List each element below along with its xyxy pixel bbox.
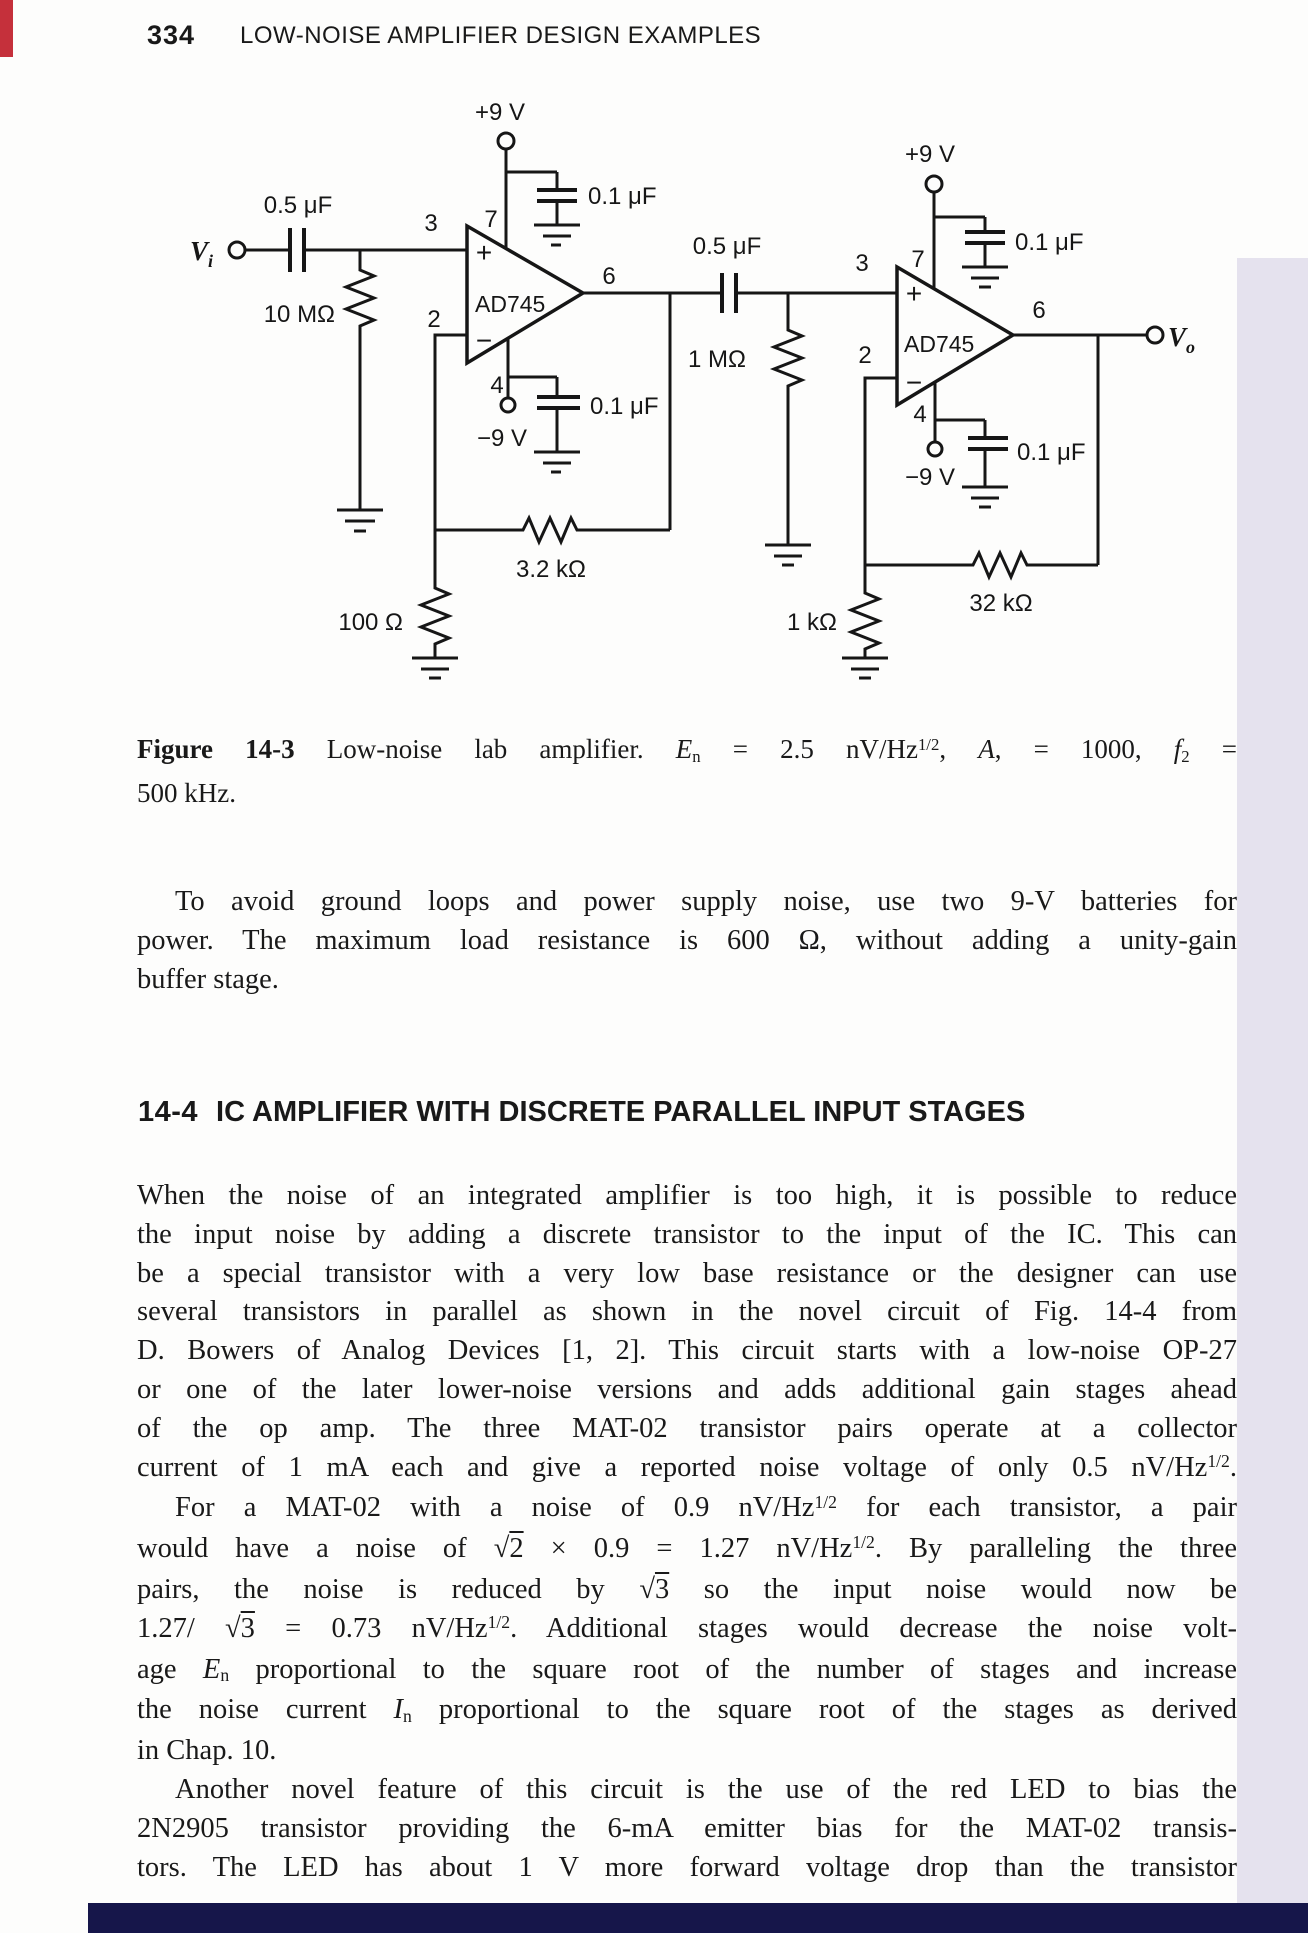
- para-ground-loops: [137, 883, 1237, 999]
- text-line: the noise current In proportional to the square root of the stages as derived: [137, 1694, 1237, 1727]
- circuit-label: 0.1 μF: [590, 393, 659, 420]
- circuit-label: 32 kΩ: [969, 590, 1033, 617]
- text-line: 2N2905 transistor providing the 6-mA emitter bias for the MAT-02 transis-: [137, 1812, 1237, 1844]
- minus9v-terminal-1: [501, 398, 515, 412]
- text-line: 1.27/ √3 = 0.73 $nV/Hz^{1/2}$. Additional stages would decrease the noise volt-: [137, 1611, 1237, 1644]
- circuit-label: −9 V: [905, 464, 956, 491]
- circuit-labels: [190, 99, 1195, 636]
- input-terminal: [229, 242, 245, 258]
- circuit-label: 4: [490, 372, 504, 399]
- circuit-label: 6: [602, 263, 616, 290]
- circuit-label: +: [475, 237, 493, 268]
- circuit-label: +: [905, 278, 923, 309]
- circuit-label: 0.1 μF: [1017, 439, 1086, 466]
- text-line: or one of the later lower-noise versions and adds additional gain stages ahead: [137, 1373, 1237, 1405]
- circuit-label: 4: [913, 401, 927, 428]
- circuit-label: 1 kΩ: [787, 609, 837, 636]
- text-line: buffer stage.: [137, 963, 279, 995]
- circuit-label: 7: [484, 206, 498, 233]
- plus9v-terminal-1: [498, 133, 514, 149]
- text-line: power. The maximum load resistance is 600 Ω, without adding a unity-gain: [137, 924, 1237, 956]
- text-line: the input noise by adding a discrete transistor to the input of the IC. This can: [137, 1218, 1237, 1250]
- text-line: To avoid ground loops and power supply noise, use two 9-V batteries for: [175, 886, 1237, 917]
- text-line: age En proportional to the square root of the number of stages and increase: [137, 1653, 1237, 1686]
- circuit-label: +9 V: [474, 99, 526, 126]
- text-line: tors. The LED has about 1 V more forward voltage drop than the transistor: [137, 1851, 1237, 1883]
- text-line: 500 kHz.: [137, 778, 236, 808]
- circuit-label: −: [475, 325, 493, 356]
- text-line: several transistors in parallel as shown in the novel circuit of Fig. 14-4 from: [137, 1296, 1237, 1328]
- plus9v-terminal-2: [926, 176, 942, 192]
- text-line: be a special transistor with a very low base resistance or the designer can use: [137, 1257, 1237, 1289]
- circuit-label: 0.5 μF: [263, 192, 333, 219]
- page-number: 334: [147, 20, 196, 50]
- scan-corner-mark: [0, 0, 13, 57]
- text-line: pairs, the noise is reduced by √3 so the input noise would now be: [137, 1573, 1237, 1605]
- circuit-label: 2: [427, 306, 441, 333]
- circuit-label: 1 MΩ: [688, 346, 746, 373]
- circuit-label: 7: [911, 246, 925, 273]
- page-header: [0, 20, 1308, 60]
- text-line: D. Bowers of Analog Devices [1, 2]. This circuit starts with a low-noise OP-27: [137, 1335, 1237, 1367]
- figure-caption: [137, 729, 1237, 813]
- section-title: IC AMPLIFIER WITH DISCRETE PARALLEL INPUT STAGES: [216, 1096, 1026, 1128]
- circuit-label: 6: [1032, 297, 1046, 324]
- circuit-label: $V_i$: [190, 236, 214, 271]
- text-line: Another novel feature of this circuit is the use of the red LED to bias the: [175, 1773, 1237, 1805]
- text-line: in Chap. 10.: [137, 1735, 277, 1767]
- circuit-label: +9 V: [904, 141, 956, 168]
- output-terminal: [1147, 327, 1163, 343]
- circuit-label: 3: [424, 210, 438, 237]
- text-line: When the noise of an integrated amplifier is too high, it is possible to reduce: [137, 1180, 1237, 1211]
- circuit-label: 3.2 kΩ: [516, 556, 586, 583]
- circuit-label: 10 MΩ: [263, 301, 335, 328]
- circuit-label: $V_o$: [1168, 322, 1196, 357]
- circuit-label: AD745: [904, 331, 975, 357]
- scan-edge-band: [1237, 258, 1308, 1933]
- circuit-label: −9 V: [477, 425, 528, 452]
- scan-bottom-bar: [88, 1903, 1308, 1933]
- running-title: LOW-NOISE AMPLIFIER DESIGN EXAMPLES: [240, 22, 762, 49]
- circuit-label: AD745: [475, 291, 546, 317]
- para-body: [137, 1177, 1237, 1887]
- circuit-label: 100 Ω: [338, 609, 403, 636]
- section-heading: [138, 1096, 1238, 1129]
- circuit-label: 0.5 μF: [692, 233, 762, 260]
- text-line: would have a noise of √2 × 0.9 = 1.27 $nV/Hz^{1/2}$. By paralleling the three: [137, 1532, 1237, 1565]
- circuit-label: 0.1 μF: [588, 183, 657, 210]
- circuit-label: 0.1 μF: [1015, 229, 1084, 256]
- text-line: For a MAT-02 with a noise of 0.9 $nV/Hz^{1/2}$ for each transistor, a pair: [175, 1491, 1237, 1524]
- text-line: Figure 14-3 Low-noise lab amplifier. En = 2.5 $nV/Hz^{1/2}$, A, = 1000, f2 =: [137, 734, 1238, 766]
- text-line: of the op amp. The three MAT-02 transistor pairs operate at a collector: [137, 1412, 1237, 1444]
- section-number: 14-4: [138, 1096, 199, 1128]
- circuit-label: −: [905, 367, 923, 398]
- minus9v-terminal-2: [928, 442, 942, 456]
- circuit-label: 2: [858, 342, 872, 369]
- text-line: current of 1 mA each and give a reported noise voltage of only 0.5 $nV/Hz^{1/2}$.: [137, 1450, 1237, 1483]
- circuit-diagram: [0, 60, 1308, 720]
- circuit-label: 3: [855, 250, 869, 277]
